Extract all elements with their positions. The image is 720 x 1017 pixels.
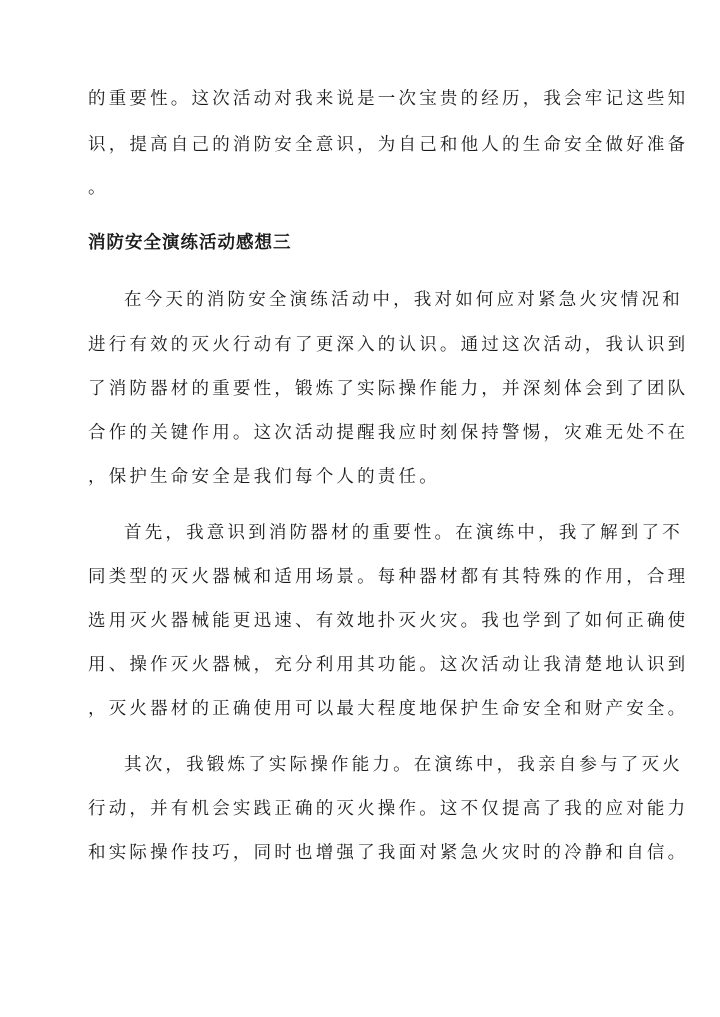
text-line: 。 xyxy=(88,178,109,198)
section-heading: 消防安全演练活动感想三 xyxy=(88,233,292,253)
text-line: ，保护生命安全是我们每个人的责任。 xyxy=(88,467,440,487)
text-line: 在今天的消防安全演练活动中，我对如何应对紧急火灾情况和 xyxy=(124,290,683,310)
text-line: 首先，我意识到消防器材的重要性。在演练中，我了解到了不 xyxy=(124,523,683,543)
text-line: 了消防器材的重要性，锻炼了实际操作能力，并深刻体会到了团队 xyxy=(88,379,689,399)
text-line: 用、操作灭火器械，充分利用其功能。这次活动让我清楚地认识到 xyxy=(88,655,689,675)
text-line: 的重要性。这次活动对我来说是一次宝贵的经历，我会牢记这些知 xyxy=(88,89,689,109)
text-line: 其次，我锻炼了实际操作能力。在演练中，我亲自参与了灭火 xyxy=(124,755,683,775)
text-line: 进行有效的灭火行动有了更深入的认识。通过这次活动，我认识到 xyxy=(88,335,689,355)
text-line: 同类型的灭火器械和适用场景。每种器材都有其特殊的作用，合理 xyxy=(88,567,689,587)
text-line: 选用灭火器械能更迅速、有效地扑灭火灾。我也学到了如何正确使 xyxy=(88,611,689,631)
text-line: 行动，并有机会实践正确的灭火操作。这不仅提高了我的应对能力 xyxy=(88,799,689,819)
text-line: 识，提高自己的消防安全意识，为自己和他人的生命安全做好准备 xyxy=(88,135,689,155)
text-line: 合作的关键作用。这次活动提醒我应时刻保持警惕，灾难无处不在 xyxy=(88,423,689,443)
text-line: 和实际操作技巧，同时也增强了我面对紧急火灾时的冷静和自信。 xyxy=(88,843,689,863)
text-line: ，灭火器材的正确使用可以最大程度地保护生命安全和财产安全。 xyxy=(88,699,689,719)
